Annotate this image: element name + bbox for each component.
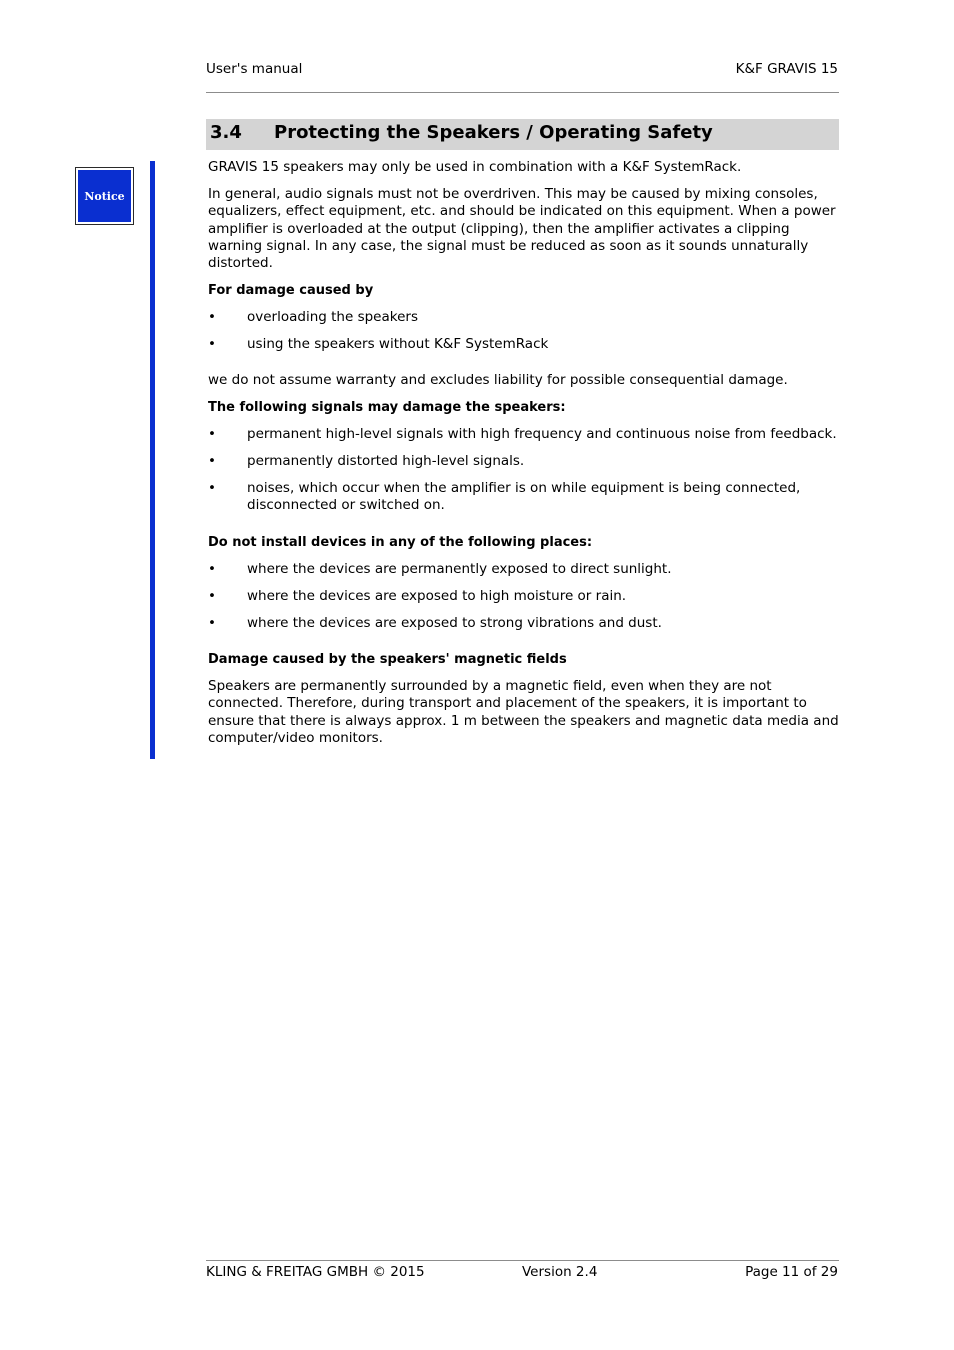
section-number: 3.4 (210, 122, 242, 143)
list-item-text: noises, which occur when the amplifier is on while equipment is being connected, disconnected or switched on. (247, 480, 801, 514)
notice-margin-bar (150, 161, 155, 759)
header-doc-type: User's manual (206, 61, 303, 77)
bullet-icon: • (208, 426, 216, 442)
page-footer (206, 1264, 839, 1284)
damage-heading: For damage caused by (208, 283, 374, 298)
bullet-icon: • (208, 561, 216, 577)
signals-heading: The following signals may damage the speakers: (208, 400, 566, 415)
section-title: Protecting the Speakers / Operating Safety (274, 122, 713, 143)
bullet-icon: • (208, 588, 216, 604)
list-item-text: overloading the speakers (247, 309, 418, 325)
header-divider (206, 92, 839, 93)
bullet-icon: • (208, 453, 216, 469)
bullet-icon: • (208, 309, 216, 325)
footer-page-number: Page 11 of 29 (745, 1264, 838, 1280)
places-heading: Do not install devices in any of the following places: (208, 535, 593, 550)
notice-label: Notice (78, 170, 131, 222)
intro-paragraph: GRAVIS 15 speakers may only be used in combination with a K&F SystemRack. (208, 159, 742, 175)
footer-version: Version 2.4 (522, 1264, 598, 1280)
list-item-text: where the devices are exposed to high moisture or rain. (247, 588, 627, 604)
list-item-text: where the devices are permanently exposed to direct sunlight. (247, 561, 672, 577)
bullet-icon: • (208, 615, 216, 631)
bullet-icon: • (208, 480, 216, 496)
magnetic-heading: Damage caused by the speakers' magnetic fields (208, 652, 567, 667)
footer-divider (206, 1260, 839, 1261)
page-header (206, 61, 839, 81)
notice-icon (75, 167, 134, 225)
header-product-name: K&F GRAVIS 15 (735, 61, 838, 77)
list-item-text: where the devices are exposed to strong vibrations and dust. (247, 615, 662, 631)
footer-company: KLING & FREITAG GMBH © 2015 (206, 1264, 425, 1280)
list-item-text: permanently distorted high-level signals. (247, 453, 525, 469)
magnetic-paragraph: Speakers are permanently surrounded by a magnetic field, even when they are not connected. Therefore, during transport and placement of the speakers, it is important to ensure that there is always approx. 1 m between the speakers and magnetic data media and computer/video monitors. (208, 678, 839, 746)
bullet-icon: • (208, 336, 216, 352)
list-item-text: permanent high-level signals with high frequency and continuous noise from feedback. (247, 426, 837, 442)
section-heading (206, 119, 839, 150)
list-item-text: using the speakers without K&F SystemRack (247, 336, 549, 352)
general-paragraph: In general, audio signals must not be overdriven. This may be caused by mixing consoles, equalizers, effect equipment, etc. and should be indicated on this equipment. When a power amplifier is overloaded at the output (clipping), then the amplifier activates a clipping warning signal. In any case, the signal must be reduced as soon as it sounds unnaturally distorted. (208, 186, 836, 272)
warranty-paragraph: we do not assume warranty and excludes liability for possible consequential damage. (208, 372, 788, 388)
